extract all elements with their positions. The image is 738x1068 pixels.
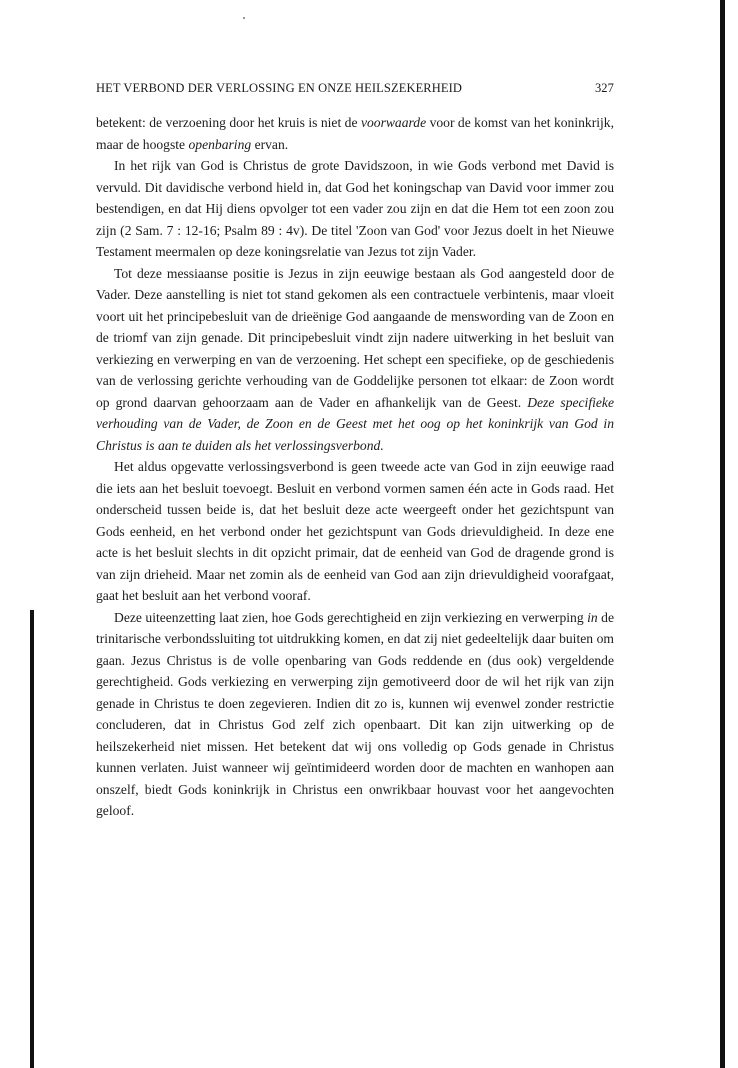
text-run: In het rijk van God is Christus de grote Davidszoon, in wie Gods verbond met David is vervuld. Dit davidische verbond hield in, dat God het koningschap van David voor immer zou bestendigen, en dat Hij diens opvolger tot een vader zou zijn en dat die Hem tot een zoon zou zijn (2 Sam. 7 : 12-16; Psalm 89 : 4v). De titel 'Zoon van God' voor Jezus doelt in het Nieuwe Testament meermalen op deze koningsrelatie van Jezus tot zijn Vader.: [96, 158, 614, 259]
scan-binding-edge-right: [720, 0, 725, 1068]
text-run: ervan.: [251, 136, 289, 152]
paragraph-p3: [96, 263, 614, 457]
paragraph-p5: [96, 607, 614, 822]
paragraph-p2: [96, 155, 614, 263]
text-run: de trinitarische verbondssluiting tot uitdrukking komen, en dat zij niet gedeeltelijk daar buiten om gaan. Jezus Christus is de volle openbaring van Gods reddende en (dus ook) vergeldende gerechtigheid. Gods verkiezing en verwerping zijn gemotiveerd door de wil het rijk van zijn genade in Christus te doen zegevieren. Indien dit zo is, kunnen wij evenwel zonder restrictie concluderen, dat in Christus God zelf zich openbaart. Dit kan zijn uitwerking op de heilszekerheid niet missen. Het betekent dat wij ons volledig op Gods genade in Christus kunnen verlaten. Juist wanneer wij geïntimideerd worden door de machten en wanhopen aan onszelf, biedt Gods koninkrijk in Christus een onwrikbaar houvast voor het aangevochten geloof.: [96, 609, 614, 818]
text-run: Tot deze messiaanse positie is Jezus in zijn eeuwige bestaan als God aangesteld door de Vader. Deze aanstelling is niet tot stand gekomen als een contractuele verbintenis, maar vloeit voort uit het principebesluit van de drieënige God aangaande de menswording van de Zoon en de triomf van zijn genade. Dit principebesluit vindt zijn nadere uitwerking in het besluit van verkiezing en verwerping en van de verzoening. Het schept een specifieke, op de geschiedenis van de verlossing gerichte verhouding van de Goddelijke personen tot elkaar: de Zoon wordt op grond daarvan gehoorzaam aan de Vader en afhankelijk van de Geest.: [96, 265, 614, 410]
text-run: Het aldus opgevatte verlossingsverbond is geen tweede acte van God in zijn eeuwige raad die iets aan het besluit toevoegt. Besluit en verbond vormen samen één acte in Gods raad. Het onderscheid tussen beide is, dat het besluit deze acte weergeeft onder het gezichtspunt van Gods eenheid, en het verbond onder het gezichtspunt van Gods drievuldigheid. In deze ene acte is het besluit slechts in dit opzicht primair, dat de eenheid van God de dragende grond is van zijn drieheid. Maar net zomin als de eenheid van God aan zijn drievuldigheid voorafgaat, gaat het besluit aan het verbond vooraf.: [96, 459, 614, 603]
scan-binding-edge-left: [30, 610, 34, 1068]
italic-text: voorwaarde: [360, 115, 427, 130]
text-run: voor de komst van het koninkrijk, maar de hoogste: [96, 115, 614, 152]
scan-speck: [243, 17, 245, 19]
text-run: betekent: de verzoening door het kruis is niet de: [96, 115, 361, 130]
text-run: Deze uiteenzetting laat zien, hoe Gods gerechtigheid en zijn verkiezing en verwerping: [114, 609, 588, 625]
paragraph-p1: [96, 112, 614, 155]
body-text: [96, 112, 614, 822]
running-head-title: HET VERBOND DER VERLOSSING EN ONZE HEILSZEKERHEID: [96, 81, 462, 95]
running-head: [96, 80, 614, 96]
italic-text: in: [587, 609, 598, 625]
italic-text: openbaring: [188, 136, 252, 152]
italic-text: Deze specifieke verhouding van de Vader, de Zoon en de Geest met het oog op het koninkrijk van God in Christus is aan te duiden als het verlossingsverbond.: [96, 394, 614, 453]
paragraph-p4: [96, 456, 614, 607]
page-number: 327: [594, 81, 614, 95]
